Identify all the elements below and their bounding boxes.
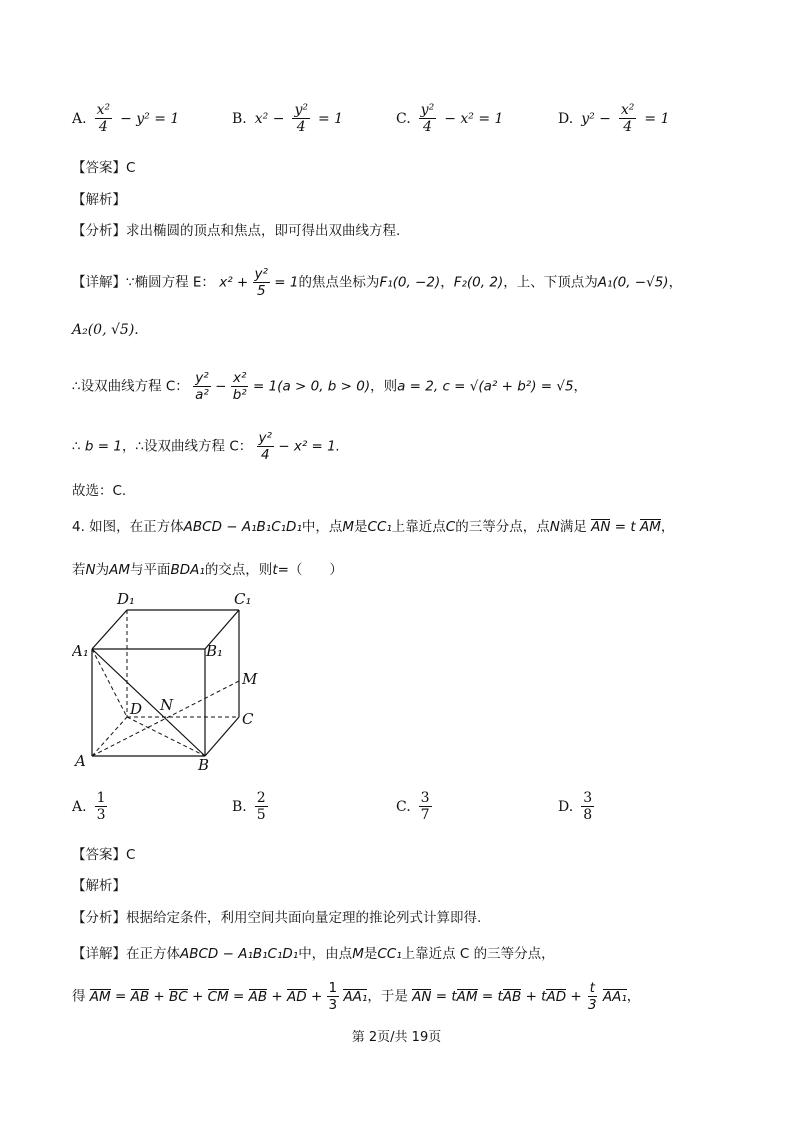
option-label: C. bbox=[396, 798, 411, 815]
option-label: D. bbox=[558, 798, 574, 815]
answer-value: C bbox=[126, 160, 136, 176]
fraction bbox=[586, 980, 599, 1013]
vector: AD bbox=[546, 988, 567, 1005]
text: 满足 bbox=[559, 519, 587, 535]
q4-option-b bbox=[232, 790, 268, 823]
fenxi-tag: 【分析】 bbox=[72, 223, 126, 239]
segment-a1-d bbox=[92, 649, 127, 717]
vector: AB bbox=[502, 988, 522, 1005]
text: 的三等分点，点 bbox=[455, 519, 550, 535]
denominator: 3 bbox=[588, 997, 597, 1013]
vector: AB bbox=[130, 988, 150, 1005]
option-label: A. bbox=[72, 110, 87, 127]
math: + bbox=[525, 988, 537, 1005]
q4-option-c bbox=[396, 790, 432, 823]
q3-detail-line-5: 故选：C. bbox=[72, 483, 127, 499]
q3-option-d bbox=[558, 102, 670, 135]
numerator: y² bbox=[420, 102, 435, 118]
text: 若 bbox=[72, 562, 86, 578]
text: 上靠近点 bbox=[391, 519, 446, 535]
equation-rest: − y² = 1 bbox=[120, 110, 180, 127]
vector: AM bbox=[89, 988, 111, 1005]
edge-b-c bbox=[205, 717, 239, 756]
math: − x² = 1. bbox=[278, 438, 341, 455]
text: 为 bbox=[95, 562, 110, 578]
denominator: 4 bbox=[623, 119, 633, 135]
label-d1: D₁ bbox=[117, 590, 136, 608]
fraction bbox=[292, 102, 310, 135]
numerator: x² bbox=[232, 370, 247, 386]
fraction bbox=[419, 102, 437, 135]
q4-stem-line-2 bbox=[72, 560, 733, 580]
vertex-1: A₁(0, −√5) bbox=[597, 274, 669, 291]
q3-option-c bbox=[396, 102, 503, 135]
text: 中，由点 bbox=[298, 946, 353, 962]
math: N bbox=[85, 562, 96, 578]
math: a = 2, c = √(a² + b²) = √5 bbox=[397, 378, 574, 395]
fraction bbox=[619, 102, 637, 135]
denominator: 5 bbox=[256, 283, 266, 299]
text: =（ ） bbox=[277, 562, 343, 578]
q4-analysis-tag: 【解析】 bbox=[72, 878, 126, 894]
q4-fenxi bbox=[72, 908, 733, 928]
numerator: 1 bbox=[96, 790, 106, 806]
option-label: A. bbox=[72, 798, 87, 815]
vector: AD bbox=[287, 988, 307, 1005]
math: C bbox=[445, 519, 456, 535]
fraction bbox=[419, 790, 432, 823]
vector: AN bbox=[591, 519, 611, 535]
detail-tag: 【详解】 bbox=[72, 274, 126, 291]
denominator: 3 bbox=[328, 997, 338, 1013]
math: = 1(a > 0, b > 0) bbox=[252, 378, 371, 395]
cube-figure bbox=[72, 588, 272, 778]
fraction bbox=[231, 370, 249, 403]
text: ，于是 bbox=[367, 988, 408, 1005]
q3-analysis-tag: 【解析】 bbox=[72, 192, 126, 208]
vector: CM bbox=[207, 988, 229, 1005]
numerator: y² bbox=[258, 430, 272, 446]
denominator: 4 bbox=[296, 119, 306, 135]
q4-option-d bbox=[558, 790, 594, 823]
numerator: y² bbox=[294, 102, 308, 118]
edge-a-d bbox=[92, 717, 127, 756]
q3-option-a bbox=[72, 102, 179, 135]
q4-stem-line-1 bbox=[72, 517, 733, 537]
text: ∴设双曲线方程 C： bbox=[72, 378, 189, 395]
detail-tag: 【详解】 bbox=[72, 946, 126, 962]
numerator: y² bbox=[195, 370, 209, 386]
text: 是 bbox=[363, 946, 378, 962]
denominator: 4 bbox=[422, 119, 432, 135]
vertex-2: A₂(0, √5). bbox=[72, 322, 139, 338]
text: 在正方体 bbox=[126, 946, 180, 962]
label-b: B bbox=[198, 756, 210, 774]
fenxi-text: 根据给定条件，利用空间共面向量定理的推论列式计算即得. bbox=[126, 910, 482, 926]
math: ABCD − A₁B₁C₁D₁ bbox=[180, 946, 299, 962]
answer-tag: 【答案】 bbox=[72, 160, 126, 176]
math: N bbox=[549, 519, 560, 535]
answer-value: C bbox=[126, 847, 136, 863]
text: 与平面 bbox=[130, 562, 171, 578]
label-n: N bbox=[160, 696, 174, 714]
q3-detail-line-3 bbox=[72, 370, 733, 403]
fraction bbox=[581, 790, 594, 823]
vector: AA₁ bbox=[602, 988, 627, 1005]
fenxi-tag: 【分析】 bbox=[72, 910, 126, 926]
fraction bbox=[95, 790, 108, 823]
answer-tag: 【答案】 bbox=[72, 847, 126, 863]
denominator: b² bbox=[232, 387, 247, 403]
text: 4. 如图，在正方体 bbox=[72, 519, 184, 535]
denominator: a² bbox=[195, 387, 209, 403]
fraction bbox=[257, 430, 274, 463]
math: M bbox=[342, 519, 355, 535]
numerator: 1 bbox=[328, 980, 338, 996]
text: ，上、下顶点为 bbox=[503, 274, 598, 291]
equation-pre: x² − bbox=[254, 110, 285, 127]
numerator: 3 bbox=[420, 790, 430, 806]
page-footer: 第 2页/共 19页 bbox=[351, 1030, 442, 1045]
q4-detail-line-1 bbox=[72, 944, 733, 964]
math: + bbox=[570, 988, 582, 1005]
math: + bbox=[153, 988, 165, 1005]
math: = 1 bbox=[274, 274, 299, 291]
math: − bbox=[215, 378, 227, 395]
text: ∵椭圆方程 E： bbox=[126, 274, 215, 291]
math: = bbox=[232, 988, 245, 1005]
math: ∴ b = 1 bbox=[72, 438, 122, 455]
math: + bbox=[310, 988, 323, 1005]
numerator: y² bbox=[254, 266, 268, 282]
text: 得 bbox=[72, 988, 86, 1005]
math: = bbox=[481, 988, 494, 1005]
math: t bbox=[541, 988, 547, 1005]
equation-rest: − x² = 1 bbox=[444, 110, 504, 127]
numerator: x² bbox=[620, 102, 635, 118]
q4-detail-line-2 bbox=[72, 980, 733, 1013]
q3-option-b bbox=[232, 102, 343, 135]
denominator: 3 bbox=[96, 807, 106, 823]
q3-fenxi bbox=[72, 221, 733, 241]
label-m: M bbox=[242, 670, 258, 688]
math: CC₁ bbox=[367, 519, 392, 535]
option-label: D. bbox=[558, 110, 574, 127]
option-label: B. bbox=[232, 110, 247, 127]
math: t bbox=[497, 988, 503, 1005]
label-a: A bbox=[75, 752, 86, 770]
fenxi-text: 求出椭圆的顶点和焦点，即可得出双曲线方程. bbox=[126, 223, 401, 239]
text: 是 bbox=[354, 519, 368, 535]
math: = bbox=[114, 988, 127, 1005]
math: t bbox=[451, 988, 457, 1005]
equation-rest: = 1 bbox=[644, 110, 670, 127]
denominator: 8 bbox=[583, 807, 593, 823]
text: ，∴设双曲线方程 C： bbox=[121, 438, 253, 455]
fraction bbox=[253, 266, 270, 299]
q3-detail-line-4 bbox=[72, 430, 733, 463]
math: = bbox=[435, 988, 448, 1005]
segment-d-b bbox=[127, 717, 205, 756]
vector: AN bbox=[412, 988, 432, 1005]
math: x² + bbox=[219, 274, 249, 291]
vector: AM bbox=[456, 988, 478, 1005]
focus-1: F₁(0, −2) bbox=[379, 274, 441, 291]
fraction bbox=[255, 790, 268, 823]
math: ABCD − A₁B₁C₁D₁ bbox=[183, 519, 302, 535]
denominator: 4 bbox=[260, 447, 270, 463]
diag-a1-b bbox=[92, 649, 205, 756]
equation-rest: = 1 bbox=[317, 110, 344, 127]
denominator: 5 bbox=[256, 807, 266, 823]
edge-a1-d1 bbox=[92, 610, 127, 649]
label-d: D bbox=[130, 700, 143, 718]
fraction bbox=[193, 370, 211, 403]
math: AM bbox=[109, 562, 130, 578]
numerator: x² bbox=[96, 102, 111, 118]
q4-answer bbox=[72, 845, 733, 865]
vector: AA₁ bbox=[343, 988, 368, 1005]
math: BDA₁ bbox=[170, 562, 205, 578]
text: 的交点，则 bbox=[204, 562, 273, 578]
label-c: C bbox=[242, 710, 254, 728]
label-a1: A₁ bbox=[72, 642, 89, 660]
text: ， bbox=[626, 988, 641, 1005]
vector: BC bbox=[169, 988, 188, 1005]
q4-option-a bbox=[72, 790, 107, 823]
fraction bbox=[95, 102, 113, 135]
math: + bbox=[192, 988, 204, 1005]
vector: AB bbox=[248, 988, 268, 1005]
math: t bbox=[272, 562, 278, 578]
text: 的焦点坐标为 bbox=[298, 274, 380, 291]
math: CC₁ bbox=[377, 946, 402, 962]
label-c1: C₁ bbox=[234, 590, 252, 608]
q3-detail-line-1: 【详解】∵椭圆方程 E： x² + $\frac{\text{y²}}{5}$ = 1的焦点坐标为F₁(0, −2)，F₂(0, 2)，上、下顶点为A₁(0, −√5)， bbox=[72, 266, 683, 299]
denominator: 4 bbox=[98, 119, 108, 135]
fraction bbox=[327, 980, 340, 1013]
equation-pre: y² − bbox=[581, 110, 611, 127]
focus-2: F₂(0, 2) bbox=[453, 274, 504, 291]
text: 上靠近点 C 的三等分点， bbox=[401, 946, 555, 962]
q3-answer bbox=[72, 158, 733, 178]
text: ， bbox=[573, 378, 588, 395]
vector: AM bbox=[639, 519, 661, 535]
numerator: 2 bbox=[256, 790, 266, 806]
math: M bbox=[352, 946, 364, 962]
math: = t bbox=[614, 519, 636, 535]
text: ， bbox=[660, 519, 675, 535]
math: + bbox=[271, 988, 283, 1005]
text: ，则 bbox=[370, 378, 398, 395]
text: 中，点 bbox=[301, 519, 343, 535]
numerator: t bbox=[589, 980, 595, 996]
label-b1: B₁ bbox=[206, 642, 224, 660]
option-label: B. bbox=[232, 798, 247, 815]
option-label: C. bbox=[396, 110, 411, 127]
denominator: 7 bbox=[420, 807, 430, 823]
numerator: 3 bbox=[583, 790, 593, 806]
q3-detail-line-2 bbox=[72, 320, 733, 340]
